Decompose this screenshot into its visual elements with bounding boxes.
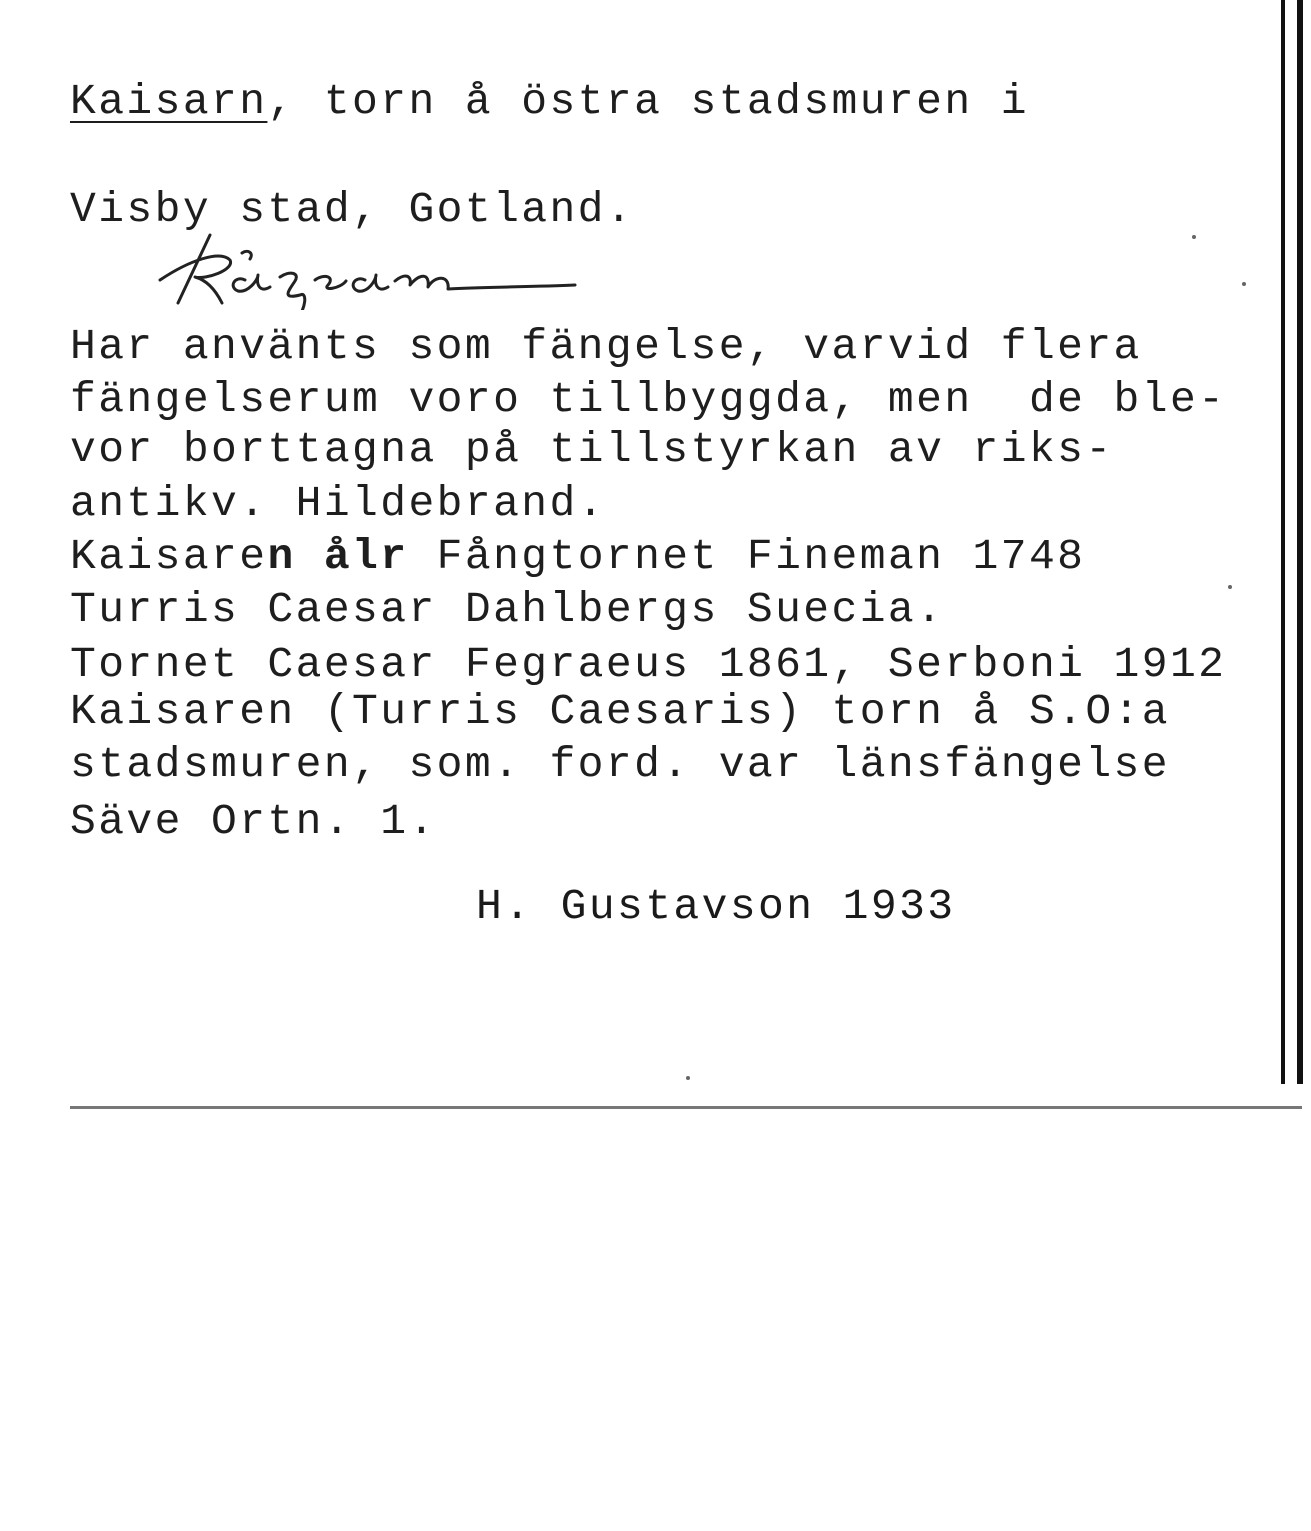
name-line: [70, 532, 1086, 581]
source-line-2: Tornet Caesar Fegraeus 1861, Serboni 1912: [70, 640, 1227, 689]
source-line-5: Säve Ortn. 1.: [70, 797, 437, 846]
title-rest: , torn å östra stadsmuren i: [267, 77, 1029, 126]
ink-speck: [1192, 235, 1196, 239]
source-line-4: stadsmuren, som. ford. var länsfängelse: [70, 740, 1170, 789]
source-line-3: Kaisaren (Turris Caesaris) torn å S.O:a: [70, 687, 1170, 736]
ink-speck: [686, 1076, 690, 1080]
card-edge-right: [1281, 0, 1303, 1084]
handwritten-annotation: [150, 225, 590, 310]
ink-speck: [1228, 585, 1232, 589]
body-line-3: vor borttagna på tillstyrkan av riks-: [70, 425, 1114, 474]
signature: H. Gustavson 1933: [476, 882, 956, 931]
name-line-end: Fångtornet Fineman 1748: [408, 532, 1086, 581]
body-line-2: fängelserum voro tillbyggda, men de ble-: [70, 375, 1227, 424]
card-title: [70, 77, 1029, 126]
ink-speck: [1242, 282, 1246, 286]
source-line-1: Turris Caesar Dahlbergs Suecia.: [70, 585, 945, 634]
struck-text: n ålr: [267, 532, 409, 581]
location-line: Visby stad, Gotland.: [70, 185, 635, 234]
headword: Kaisarn: [70, 77, 268, 126]
card-edge-bottom: [70, 1106, 1302, 1109]
body-line-1: Har använts som fängelse, varvid flera: [70, 322, 1142, 371]
body-line-4: antikv. Hildebrand.: [70, 479, 606, 528]
name-line-start: Kaisare: [70, 532, 268, 581]
